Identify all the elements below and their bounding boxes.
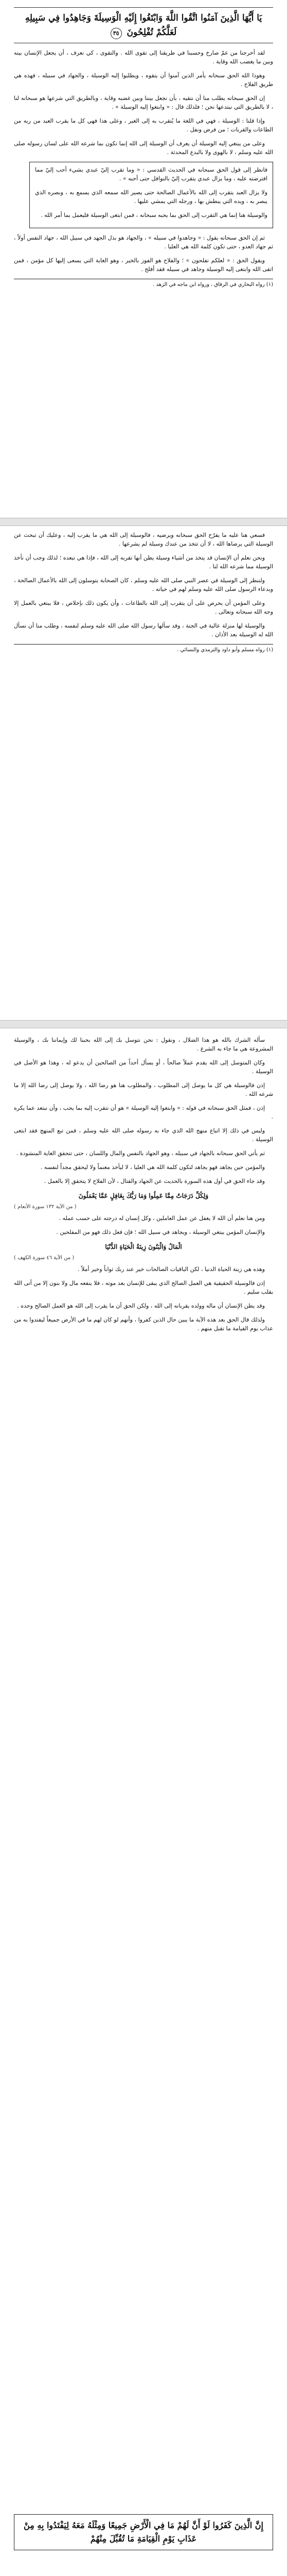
paragraph: لقد أخرجنا من غمّ صارخ وحسبنا في طريقنا إلى تقوى الله . والتقوى ، كي نعرف ، أن يجعل الإنسان بينه وبين ما يغضب الله وقاية . (14, 49, 273, 65)
paragraph: ومن هنا نعلم أن الله لا يغفل عن عمل العاملين ، وكل إنسان له درجته على حسب عمله . (59, 1215, 265, 1222)
paragraph: ثم إن الحق سبحانه يقول : « وجاهدوا في سبيله » ، والجهاد هو بذل الجهد في سبيل الله ، جهاد النفس أولاً ، ثم جهاد العدو ، حتى تكون كلمة الله هي العليا . (14, 234, 273, 250)
boxed-text: فانظر إلى قول الحق سبحانه في الحديث القدسي : « وما تقرب إليّ عبدي بشيء أحب إليّ مما افترضته عليه ، وما يزال عبدي يتقرب إليّ بالنوافل حتى أحبه » . (35, 166, 267, 182)
paragraph: والوسيلة لها منزلة عالية في الجنة ، وقد سألها رسول الله صلى الله عليه وسلم لنفسه ، وطلب منا أن نسأل الله له الوسيلة بعد الأذان . (14, 622, 273, 638)
paragraph: وعلى من يبتغي إليه الوسيلة أن يعرف أن الوسيلة إلى الله إنما تكون بما شرعه الله على لسان رسوله صلى الله عليه وسلم ، لا بالهوى ولا بالبدع المحدثة . (14, 140, 273, 156)
paragraph: ثم يأتي الحق سبحانه بالجهاد في سبيله ، وهو الجهاد بالنفس والمال واللسان ، حتى تتحقق الغاية المنشودة . (16, 1150, 265, 1157)
quran-quote: وَلِكُلِّ دَرَجَاتٌ مِمَّا عَمِلُوا وَمَا رَبُّكَ بِغَافِلٍ عَمَّا يَعْمَلُونَ (78, 1192, 209, 1199)
bottom-ayah-block (14, 2514, 273, 2550)
paragraph: إذن فالوسيلة الحقيقية هي العمل الصالح الذي يبقى للإنسان بعد موته ، فلا ينفعه مال ولا بنون إلا من أتى الله بقلب سليم . (14, 1280, 273, 1295)
paragraph: وليس في ذلك إلا اتباع منهج الله الذي جاء به رسوله صلى الله عليه وسلم ، فمن تبع المنهج فقد ابتغى الوسيلة . (14, 1127, 273, 1143)
paragraph: إذن ، فمثل الحق سبحانه في قوله : « وابتغوا إليه الوسيلة » هو أن نتقرب إليه بما يحب ، وأن نبتعد عما يكره . (14, 1105, 273, 1120)
paragraph: وعلى المؤمن أن يحرص على أن يتقرب إلى الله بالطاعات ، وأن يكون ذلك بإخلاص ، فلا يبتغي بالعمل إلا وجه الله سبحانه وتعالى . (14, 600, 273, 615)
footnote: (١) رواه البخاري في الرقاق ، ورواه ابن ماجه في الزهد . (14, 279, 273, 289)
footnote: (١) رواه مسلم وأبو داود والترمذي والنسائي . (14, 644, 273, 654)
quran-quote: الْمَالُ وَالْبَنُونَ زِينَةُ الْحَيَاةِ الدُّنْيَا (105, 1243, 182, 1250)
bottom-ayah: إِنَّ الَّذِينَ كَفَرُوا لَوْ أَنَّ لَهُمْ مَا فِي الْأَرْضِ جَمِيعًا وَمِثْلَهُ مَعَهُ لِيَفْتَدُوا بِهِ مِنْ عَذَابِ يَوْمِ الْقِيَامَةِ مَا تُقُبِّلَ مِنْهُمْ (14, 2514, 273, 2550)
page-separator (0, 518, 287, 526)
paragraph: والمؤمن حين يجاهد فهو يجاهد لتكون كلمة الله هي العليا ، لا ليأخذ مغنماً ولا ليحقق مجداً لنفسه . (40, 1164, 265, 1171)
page-3 (14, 1036, 273, 1338)
paragraph: إذن فالوسيلة هي كل ما يوصل إلى المطلوب ، والمطلوب هنا هو رضا الله ، ولا يوصل إلى رضا الله إلا ما شرعه الله . (14, 1082, 273, 1097)
header-ayah-text: يَا أَيُّهَا الَّذِينَ آمَنُوا اتَّقُوا اللَّهَ وَابْتَغُوا إِلَيْهِ الْوَسِيلَةَ وَجَاهِدُوا فِي سَبِيلِهِ لَعَلَّكُمْ تُفْلِحُونَ (25, 13, 262, 38)
header-ayah (14, 7, 273, 43)
quote-reference: ( من الآية ١٣٢ سورة الأنعام ) (14, 1204, 77, 1210)
paragraph: وكان المتوسل إلى الله يقدم عملاً صالحاً ، أو يسأل أحداً من الصالحين أن يدعو له ، وهذا هو الأصل في الوسيلة . (14, 1059, 273, 1075)
page-2 (14, 531, 273, 654)
paragraph: ويقول الحق : « لعلكم تفلحون » ؛ والفلاح هو الفوز بالخير ، وهو الغاية التي يسعى إليها كل مؤمن ، فمن اتقى الله وابتغى إليه الوسيلة وجاهد في سبيله فقد أفلح . (14, 257, 273, 273)
ayah-number: ٣٥ (111, 28, 122, 39)
paragraph: وقد يظن الإنسان أن ماله وولده يقربانه إلى الله ، ولكن الحق أن ما يقرب إلى الله هو العمل الصالح وحده . (17, 1302, 265, 1309)
page-separator (0, 1020, 287, 1028)
paragraph: وإذا قلنا : الوسيلة ، فهي في اللغة ما يُتقرب به إلى الغير ، وعلى هذا فهي كل ما يقرب العبد من ربه من الطاعات والقربات ؛ من فرض ونفل . (14, 117, 273, 133)
paragraph: وهوذا الله الحق سبحانه يأمر الذين آمنوا أن يتقوه ، ويطلبوا إليه الوسيلة ، والجهاد في سبيله ، فهذه هي طريق الفلاح . (14, 72, 273, 88)
quote-reference: ( من الآية ٤٦ سورة الكهف ) (14, 1255, 75, 1261)
boxed-quote (29, 162, 273, 228)
paragraph: ولننظر إلى الوسيلة في عصر النبي صلى الله عليه وسلم ، كان الصحابة يتوسلون إلى الله بالأعمال الصالحة ، وبدعاء الرسول صلى الله عليه وسلم لهم في حياته . (14, 577, 273, 592)
paragraph: وهذه هي زينة الحياة الدنيا ، لكن الباقيات الصالحات خير عند ربك ثواباً وخير أملاً . (78, 1266, 265, 1273)
paragraph: وقد جاء الحق في أول هذه السورة بالحديث عن الجهاد والقتال ، لأن الفلاح لا يتحقق إلا بالعمل . (44, 1178, 265, 1184)
paragraph: والإنسان المؤمن يبتغي الوسيلة ، ويجاهد في سبيل الله ؛ فإن فعل ذلك فهو من المفلحين . (56, 1229, 265, 1235)
page-1 (14, 5, 273, 289)
paragraph: سأله الشرك بالله هو هذا الضلال ، ونقول : نحن نتوسل بك إلى الله بحبنا لك وإيماننا بك ، والوسيلة المشروعة هي ما جاء به الشرع . (14, 1037, 273, 1052)
paragraph: فسعي هنا عليه ما يفرّح الحق سبحانه ويرضيه ، فالوسيلة إلى الله هي ما يقرب إليه ، وعليك أن تبحث عن الوسيلة التي يرضاها الله ، لا أن تتخذ من عندك وسيلة لم يشرعها . (14, 532, 273, 547)
boxed-text: ولا يزال العبد يتقرب إلى الله بالأعمال الصالحة حتى يصير الله سمعه الذي يسمع به ، وبصره الذي يبصر به ، ويده التي يبطش بها ، ورجله التي يمشي عليها . (35, 189, 267, 205)
paragraph: إن الحق سبحانه يطلب منا أن نتقيه ، بأن نجعل بيننا وبين غضبه وقاية ، وبالطريق التي شرعها هو سبحانه لنا ، لا بالطريق التي نبتدعها نحن ؛ فلذلك قال : « وابتغوا إليه الوسيلة » . (14, 95, 273, 110)
paragraph: ونحن نعلم أن الإنسان قد يتخذ من أشياء وسيلة يظن أنها تقربه إلى الله ، فإذا هي تبعده ؛ لذلك وجب أن نأخذ الوسيلة مما شرعه الله لنا . (14, 554, 273, 570)
paragraph: ولذلك قال الحق بعد هذه الآية ما يبين حال الذين كفروا ، وأنهم لو كان لهم ما في الأرض جميعاً ليفتدوا به من عذاب يوم القيامة ما تقبل منهم . (14, 1316, 273, 1332)
boxed-text: والوسيلة هنا إنما هي التقرب إلى الحق بما يحبه سبحانه ، فمن ابتغى الوسيلة فليعمل بما أمر الله . (41, 212, 267, 218)
